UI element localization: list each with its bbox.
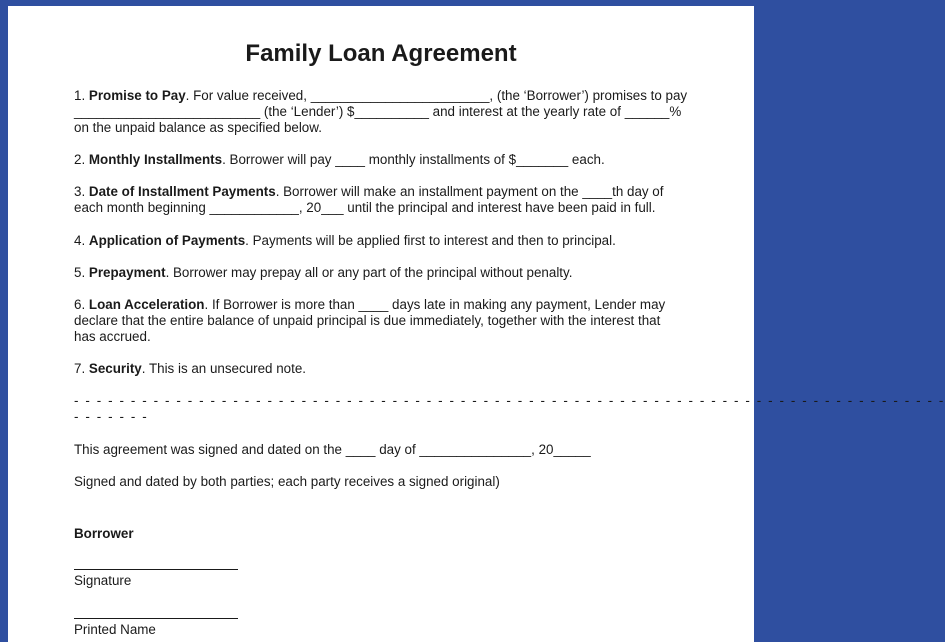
clause-heading: Prepayment: [88, 265, 166, 280]
clause-line: [74, 184, 694, 200]
clause-heading: Security: [88, 361, 142, 376]
cut-line: - - - - - - - - - - - - - - - - - - - - - - - - - - - - - - - - - - - - - - - - - - - - - - - - - - - - - - - - - - - - - - - - - - - - - - - - - - - - -: [74, 393, 945, 408]
cut-line-continued: - - - - - - -: [74, 409, 149, 424]
signature-line[interactable]: [74, 569, 238, 570]
clause-number: 5.: [74, 265, 86, 280]
clause-line: _________________________ (the ‘Lender’) $__________ and interest at the yearly rate of ______%: [74, 104, 682, 120]
clause-heading: Date of Installment Payments: [88, 184, 276, 199]
clause-line: [74, 361, 694, 377]
clause-number: 2.: [74, 152, 86, 167]
clause-line: has accrued.: [74, 329, 151, 345]
clause-text: . This is an unsecured note.: [141, 361, 307, 376]
clause-line: [74, 297, 694, 313]
signature-label: Signature: [74, 573, 132, 588]
clause-number: 7.: [74, 361, 86, 376]
clause-heading: Application of Payments: [88, 233, 246, 248]
clause-text: . Payments will be applied first to interest and then to principal.: [245, 233, 616, 248]
printed-name-label: Printed Name: [74, 622, 156, 637]
borrower-heading: Borrower: [74, 526, 134, 541]
clause-application-of-payments: [74, 233, 694, 249]
clause-loan-acceleration: [74, 297, 694, 346]
clause-line: [74, 88, 694, 104]
clause-number: 3.: [74, 184, 86, 199]
clause-prepayment: [74, 265, 694, 281]
clause-line: declare that the entire balance of unpaid principal is due immediately, together with the interest that: [74, 313, 661, 329]
printed-name-line[interactable]: [74, 618, 238, 619]
clause-text: . Borrower will pay ____ monthly installments of $_______ each.: [222, 152, 605, 167]
clause-line: each month beginning ____________, 20___ until the principal and interest have been paid in full.: [74, 200, 656, 216]
clause-number: 1.: [74, 88, 86, 103]
signed-dated-statement: This agreement was signed and dated on the ____ day of _______________, 20_____: [74, 442, 591, 457]
clause-number: 6.: [74, 297, 86, 312]
clause-heading: Monthly Installments: [88, 152, 223, 167]
clause-security: [74, 361, 694, 377]
document-page: [8, 6, 945, 642]
clause-text: . For value received, ________________________, (the ‘Borrower’) promises to pay: [185, 88, 688, 103]
clause-line: [74, 233, 694, 249]
clause-text: . If Borrower is more than ____ days late in making any payment, Lender may: [204, 297, 666, 312]
clause-promise-to-pay: [74, 88, 694, 137]
clause-line: [74, 152, 694, 168]
clause-heading: Promise to Pay: [88, 88, 186, 103]
document-title: Family Loan Agreement: [245, 40, 517, 67]
clause-date-of-installment-payments: [74, 184, 694, 216]
clause-line: [74, 265, 694, 281]
clause-text: . Borrower will make an installment payment on the ____th day of: [275, 184, 664, 199]
clause-number: 4.: [74, 233, 86, 248]
clause-monthly-installments: [74, 152, 694, 168]
clause-text: . Borrower may prepay all or any part of the principal without penalty.: [165, 265, 573, 280]
clause-heading: Loan Acceleration: [88, 297, 205, 312]
clause-line: on the unpaid balance as specified below.: [74, 120, 322, 136]
both-parties-statement: Signed and dated by both parties; each party receives a signed original): [74, 474, 500, 489]
